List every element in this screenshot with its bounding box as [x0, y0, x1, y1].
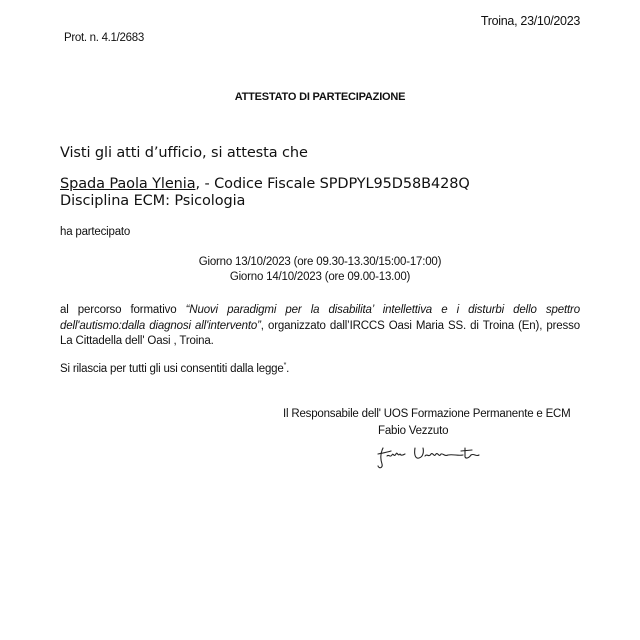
course-suffix: , organizzato dall’IRCCS Oasi Maria SS. di Troina (En), presso La Cittadella dell' Oasi , Troina.: [60, 319, 580, 347]
signature-icon: [375, 442, 485, 470]
participated-text: ha partecipato: [60, 226, 131, 238]
course-title: “Nuovi paradigmi per la disabilita’ intellettiva e i disturbi dello spettro dell'autismo:dalla diagnosi all'intervento”: [60, 304, 580, 332]
course-paragraph: [60, 303, 580, 350]
release-statement: [60, 362, 289, 375]
attendance-day: Giorno 13/10/2023 (ore 09.30-13.30/15:00-17:00): [198, 256, 442, 268]
discipline: Disciplina ECM: Psicologia: [60, 193, 246, 209]
footnote-mark: *: [283, 362, 287, 369]
course-prefix: al percorso formativo: [60, 304, 186, 316]
document-title: ATTESTATO DI PARTECIPAZIONE: [234, 91, 406, 103]
attendance-day: Giorno 14/10/2023 (ore 09.00-13.00): [229, 271, 411, 283]
protocol-number: Prot. n. 4.1/2683: [64, 32, 144, 44]
release-text: Si rilascia per tutti gli usi consentiti dalla legge: [60, 363, 284, 375]
person-line: [60, 176, 470, 193]
fiscal-code: , - Codice Fiscale SPDPYL95D58B428Q: [195, 176, 470, 192]
person-name: Spada Paola Ylenia: [60, 176, 196, 192]
attendance-days: [0, 255, 640, 285]
signer-role: Il Responsabile dell' UOS Formazione Permanente e ECM: [283, 408, 571, 420]
release-end: .: [286, 363, 290, 375]
intro-text: Visti gli atti d’ufficio, si attesta che: [60, 145, 308, 161]
person-block: [60, 176, 470, 210]
signer-name: Fabio Vezzuto: [378, 425, 449, 437]
place-date: Troina, 23/10/2023: [480, 14, 580, 28]
